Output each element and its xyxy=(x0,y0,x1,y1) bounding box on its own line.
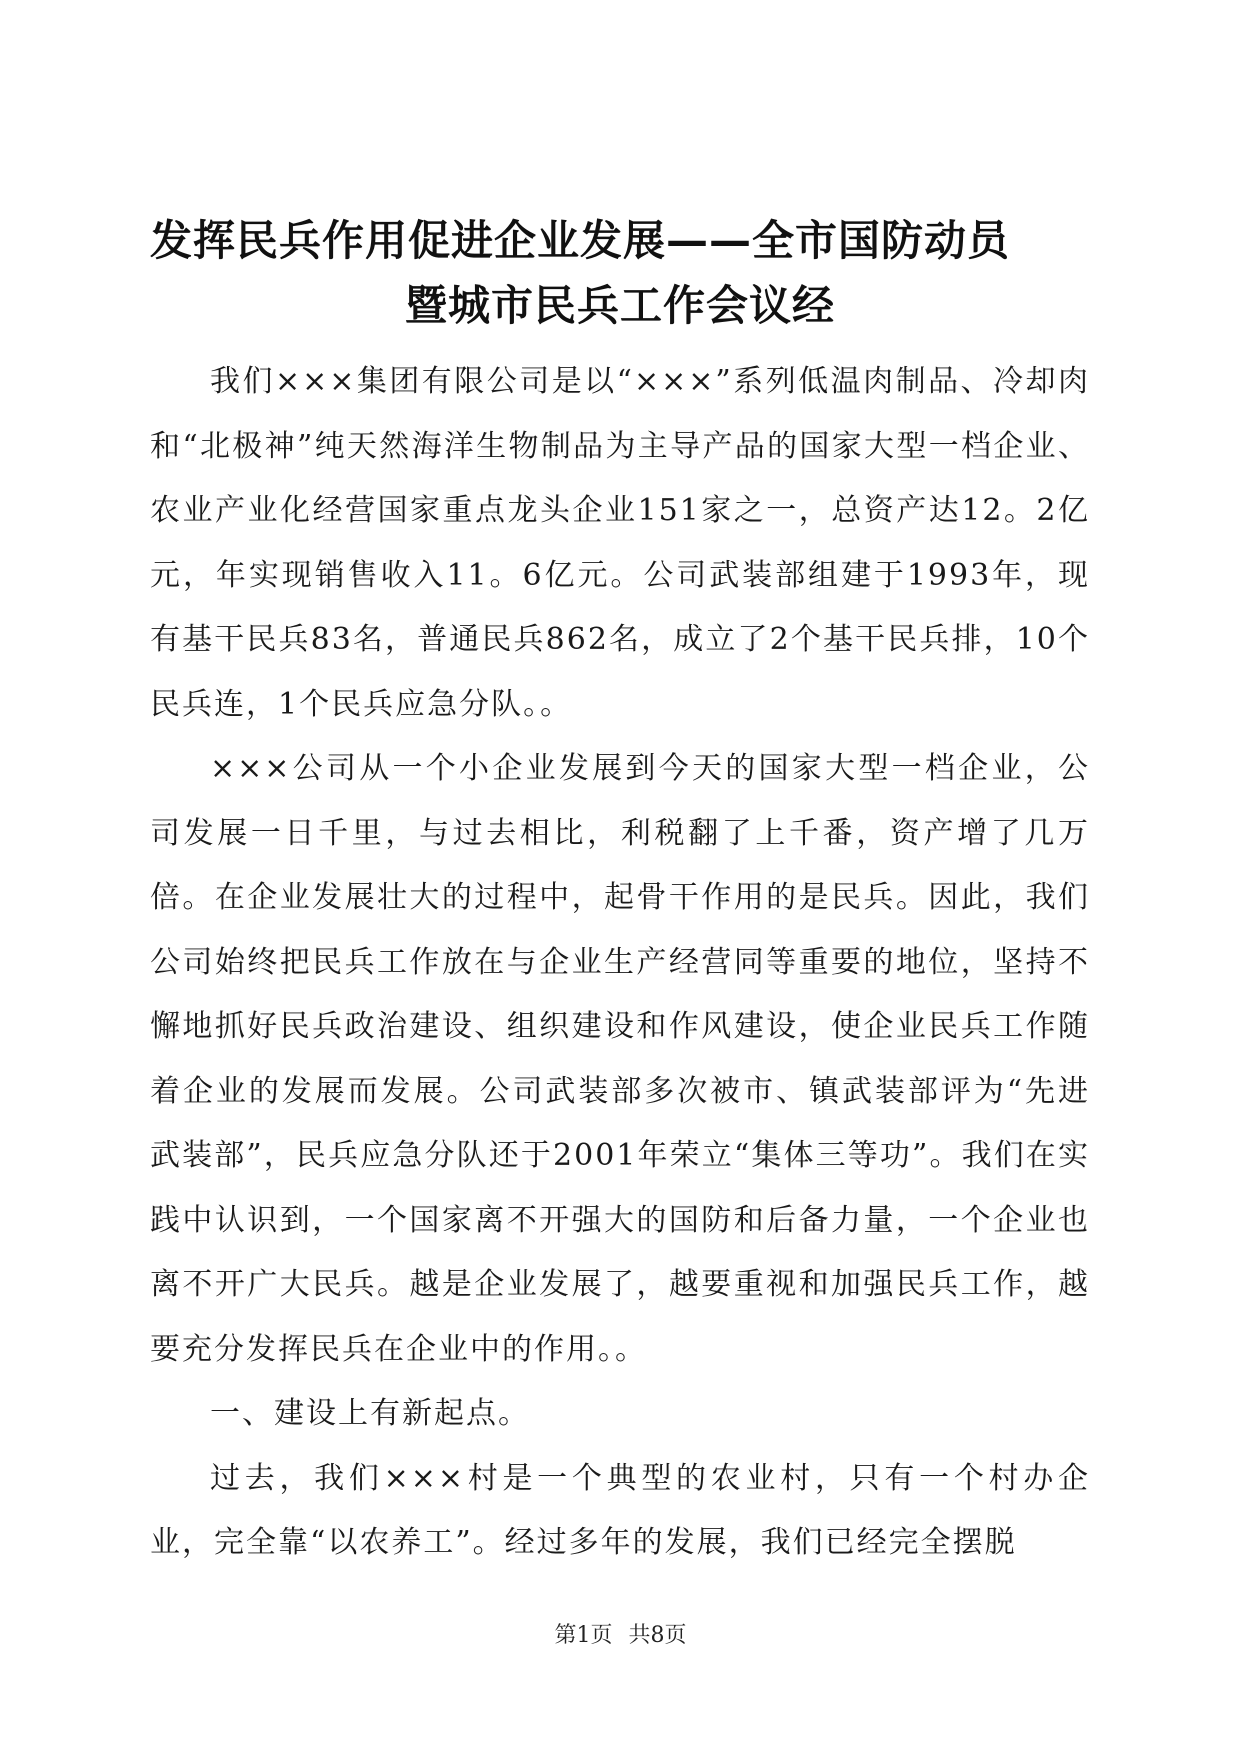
title-line-2: 暨城市民兵工作会议经 xyxy=(404,281,835,330)
paragraph-village: 过去，我们×××村是一个典型的农业村，只有一个村办企业，完全靠“以农养工”。经过多年的发展，我们已经完全摆脱 xyxy=(150,1460,1090,1560)
page-number: 第1页 xyxy=(554,1623,613,1648)
page-total: 共8页 xyxy=(628,1623,687,1648)
document-title xyxy=(150,208,1090,338)
section-heading: 一、建设上有新起点。 xyxy=(210,1396,530,1431)
paragraph-intro: 我们×××集团有限公司是以“×××”系列低温肉制品、冷却肉和“北极神”纯天然海洋生物制品为主导产品的国家大型一档企业、农业产业化经营国家重点龙头企业151家之一，总资产达12。2亿元，年实现销售收入11。6亿元。公司武装部组建于1993年，现有基干民兵83名，普通民兵862名，成立了2个基干民兵排，10个民兵连，1个民兵应急分队。。 xyxy=(150,364,1090,722)
document-body xyxy=(150,350,1090,1576)
page-footer xyxy=(0,1622,1241,1650)
paragraph-development: ×××公司从一个小企业发展到今天的国家大型一档企业，公司发展一日千里，与过去相比，利税翻了上千番，资产增了几万倍。在企业发展壮大的过程中，起骨干作用的是民兵。因此，我们公司始终把民兵工作放在与企业生产经营同等重要的地位，坚持不懈地抓好民兵政治建设、组织建设和作风建设，使企业民兵工作随着企业的发展而发展。公司武装部多次被市、镇武装部评为“先进武装部”，民兵应急分队还于2001年荣立“集体三等功”。我们在实践中认识到，一个国家离不开强大的国防和后备力量，一个企业也离不开广大民兵。越是企业发展了，越要重视和加强民兵工作，越要充分发挥民兵在企业中的作用。。 xyxy=(150,751,1090,1367)
title-line-1: 发挥民兵作用促进企业发展——全市国防动员 xyxy=(150,216,1011,265)
